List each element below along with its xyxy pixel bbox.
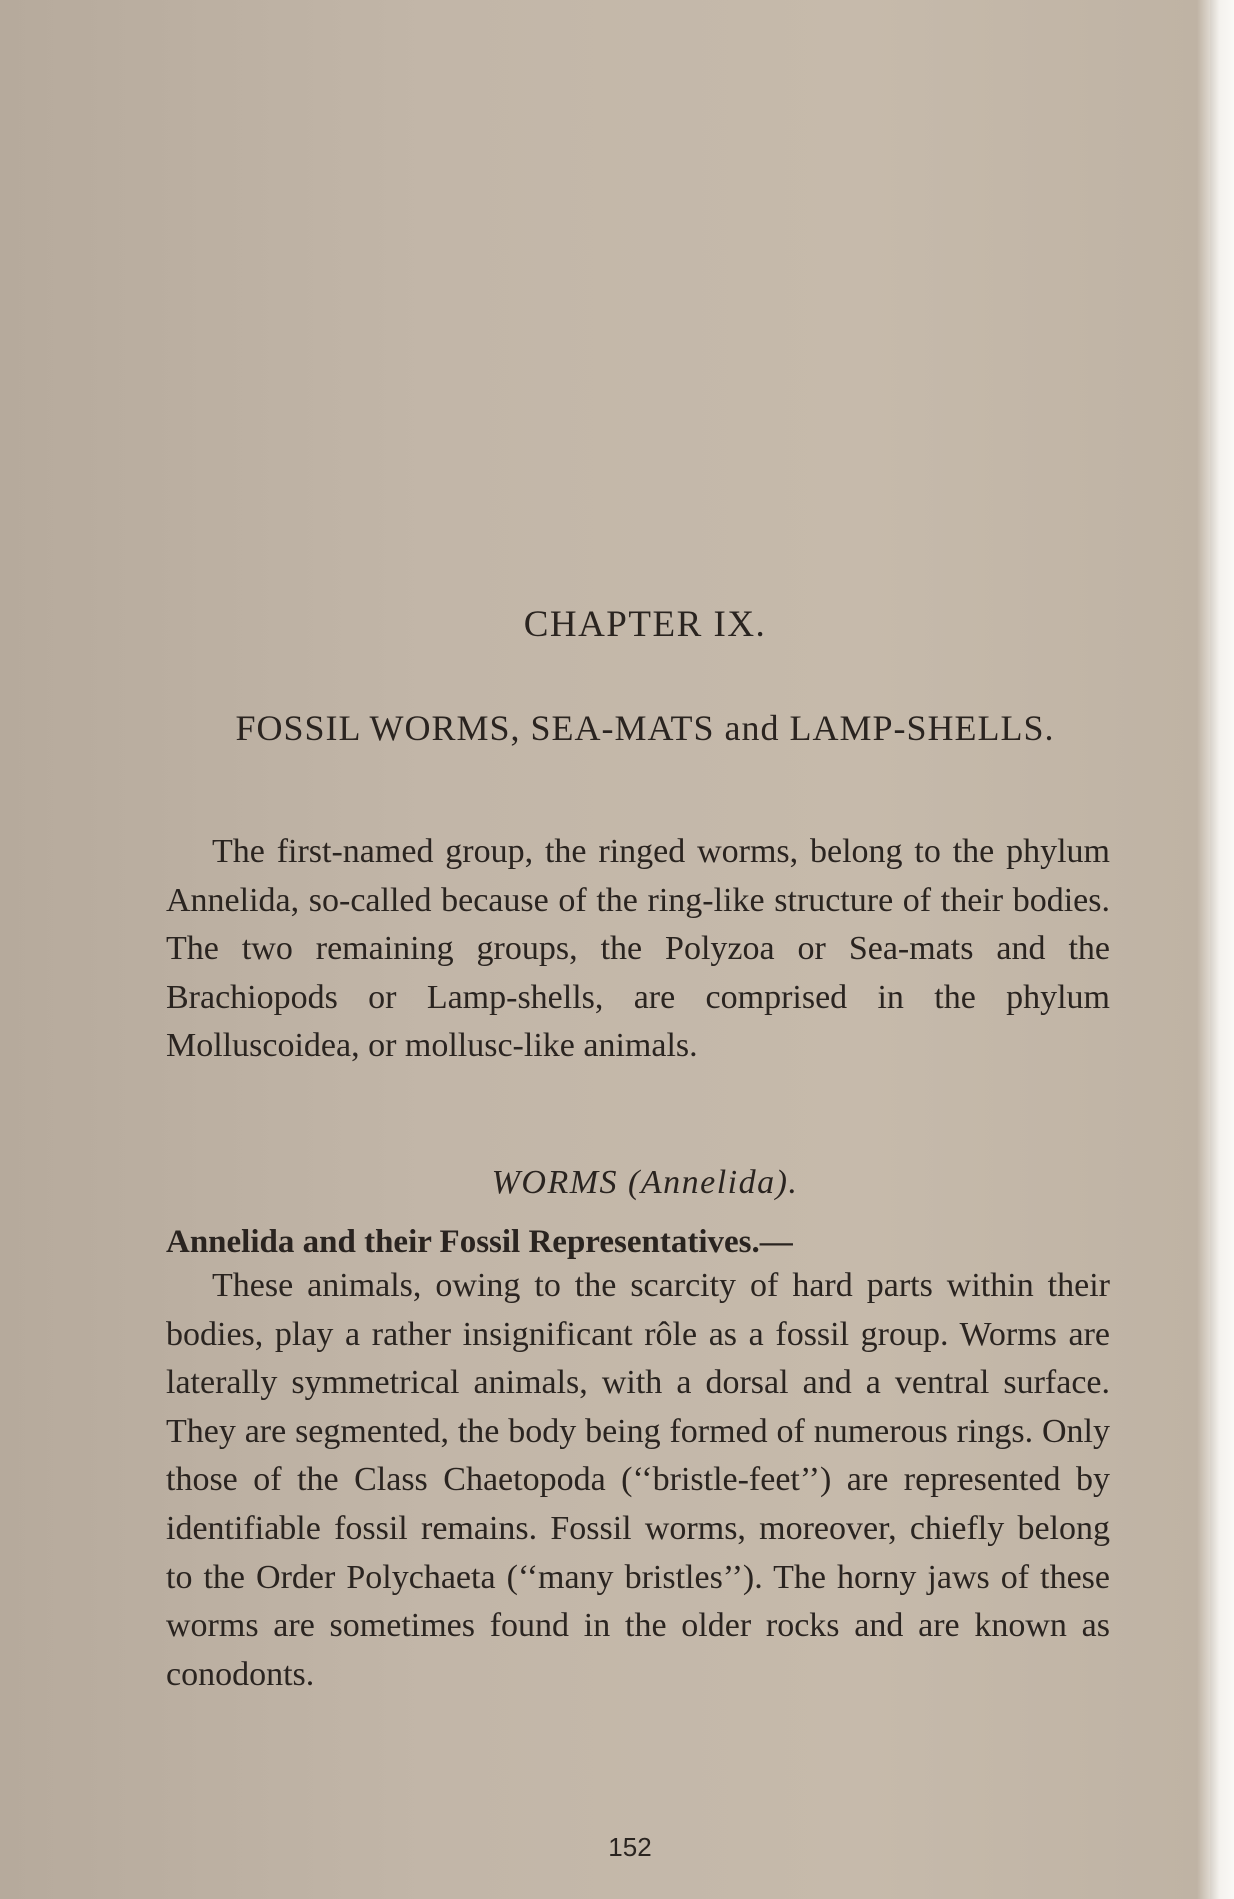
page-number: 152	[608, 1832, 652, 1862]
body-paragraph: These animals, owing to the scarcity of hard parts within their bodies, play a rather insignificant rôle as a fossil group. Worms are laterally symmetrical animals, with a dorsal and a ventral surface. They are segmented, the body being formed of numerous rings. Only those of the Class Chaetopoda (‘‘bristle-feet’’) are represented by identifiable fossil remains. Fossil worms, moreover, chiefly belong to the Order Polychaeta (‘‘many bristles’’). The horny jaws of these worms are sometimes found in the older rocks and are known as conodonts.	[166, 1267, 1110, 1693]
section-heading: WORMS (Annelida).	[491, 1164, 799, 1201]
subsection-heading: Annelida and their Fossil Representatives.—	[166, 1224, 793, 1260]
intro-paragraph: The first-named group, the ringed worms, belong to the phylum Annelida, so-called because of the ring-like structure of their bodies. The two remaining groups, the Polyzoa or Sea-mats and the Brachiopods or Lamp-shells, are comprised in the phylum Molluscoidea, or mollusc-like animals.	[166, 833, 1110, 1065]
page-edge	[1210, 0, 1234, 1899]
chapter-label: CHAPTER IX.	[523, 604, 767, 645]
chapter-title: FOSSIL WORMS, SEA-MATS and LAMP-SHELLS.	[235, 708, 1055, 748]
